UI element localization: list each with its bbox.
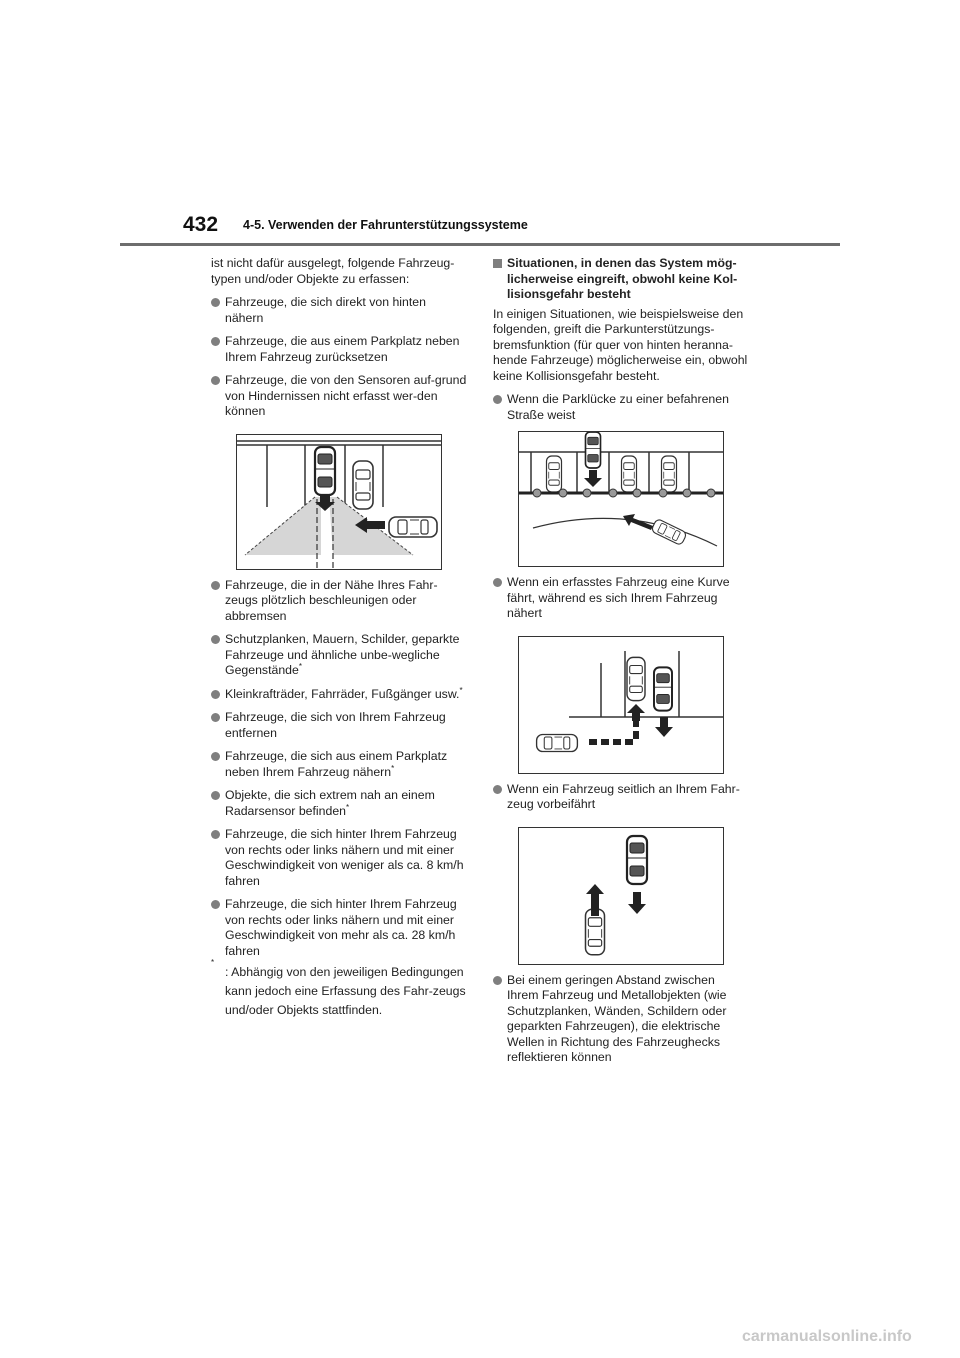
footnote: * : Abhängig von den jeweiligen Bedingungen kann jedoch eine Erfassung des Fahr-zeugs und/oder Objekts stattfinden. (211, 958, 466, 1017)
passing-vehicle-illustration (519, 828, 723, 964)
bullet-icon (211, 635, 220, 644)
figure-vehicle-passing (518, 827, 724, 965)
list-item: Fahrzeuge, die sich von Ihrem Fahrzeug entfernen (211, 710, 467, 741)
list-item: Fahrzeuge, die sich aus einem Parkplatz neben Ihrem Fahrzeug nähern* (211, 749, 467, 780)
bullet-icon (211, 337, 220, 346)
footnote-marker: * (298, 661, 302, 671)
bullet-icon (493, 976, 502, 985)
bullet-icon (493, 785, 502, 794)
bullet-icon (211, 690, 220, 699)
bullet-icon (211, 752, 220, 761)
list-item: Fahrzeuge, die in der Nähe Ihres Fahr-zeugs plötzlich beschleunigen oder abbremsen (211, 578, 467, 625)
list-item: Objekte, die sich extrem nah an einem Radarsensor befinden* (211, 788, 467, 819)
parking-illustration (237, 435, 441, 569)
right-column (493, 256, 749, 1074)
bullet-icon (211, 298, 220, 307)
section-heading: Situationen, in denen das System mög-licherweise eingreift, obwohl keine Kol-lisionsgefahr besteht (493, 256, 749, 303)
left-column (211, 256, 467, 1020)
figure-vehicle-turning (518, 636, 724, 774)
bullet-icon (211, 376, 220, 385)
bullet-icon (493, 578, 502, 587)
list-item: Wenn ein Fahrzeug seitlich an Ihrem Fahr-zeug vorbeifährt (493, 782, 749, 813)
figure-rear-detection-zones (236, 434, 442, 570)
list-item: Bei einem geringen Abstand zwischen Ihrem Fahrzeug und Metallobjekten (wie Schutzplanken, Wänden, Schildern oder geparkten Fahrzeugen), die elektrische Wellen in Richtung des Fahrzeughecks reflektieren können (493, 973, 749, 1066)
footnote-marker: * (346, 802, 350, 812)
bullet-icon (493, 395, 502, 404)
turning-vehicle-illustration (519, 637, 723, 773)
bullet-icon (211, 900, 220, 909)
bullet-icon (211, 713, 220, 722)
list-item: Schutzplanken, Mauern, Schilder, geparkte Fahrzeuge und ähnliche unbe-wegliche Gegenstände* (211, 632, 467, 679)
footnote-marker: * (459, 685, 463, 695)
header-rule (120, 243, 840, 246)
intro-text: ist nicht dafür ausgelegt, folgende Fahrzeug-typen und/oder Objekte zu erfassen: (211, 256, 455, 286)
heading-square-icon (493, 259, 502, 268)
bullet-icon (211, 791, 220, 800)
list-item: Wenn die Parklücke zu einer befahrenen Straße weist (493, 392, 749, 423)
list-item: Fahrzeuge, die aus einem Parkplatz neben Ihrem Fahrzeug zurücksetzen (211, 334, 467, 365)
intro-text: In einigen Situationen, wie beispielsweise den folgenden, greift die Parkunterstützungs-bremsfunktion (für quer von hinten heranna-hende Fahrzeuge) möglicherweise ein, obwohl keine Kollisionsgefahr besteht. (493, 306, 748, 383)
figure-parking-facing-road (518, 431, 724, 567)
list-item: Kleinkrafträder, Fahrräder, Fußgänger usw.* (211, 687, 467, 703)
bullet-icon (211, 830, 220, 839)
bullet-icon (211, 581, 220, 590)
list-item: Fahrzeuge, die sich hinter Ihrem Fahrzeug von rechts oder links nähern und mit einer Geschwindigkeit von mehr als ca. 28 km/h fahren (211, 897, 467, 959)
footnote-marker: * (391, 763, 395, 773)
list-item: Wenn ein erfasstes Fahrzeug eine Kurve fährt, während es sich Ihrem Fahrzeug nähert (493, 575, 749, 622)
section-title: 4-5. Verwenden der Fahrunterstützungssysteme (243, 218, 528, 232)
list-item: Fahrzeuge, die sich hinter Ihrem Fahrzeug von rechts oder links nähern und mit einer Geschwindigkeit von weniger als ca. 8 km/h fahren (211, 827, 467, 889)
watermark: carmanualsonline.info (742, 1328, 912, 1345)
page-number: 432 (183, 213, 219, 236)
parking-road-illustration (519, 432, 723, 566)
list-item: Fahrzeuge, die von den Sensoren auf-grund von Hindernissen nicht erfasst wer-den können (211, 373, 467, 420)
list-item: Fahrzeuge, die sich direkt von hinten nähern (211, 295, 467, 326)
